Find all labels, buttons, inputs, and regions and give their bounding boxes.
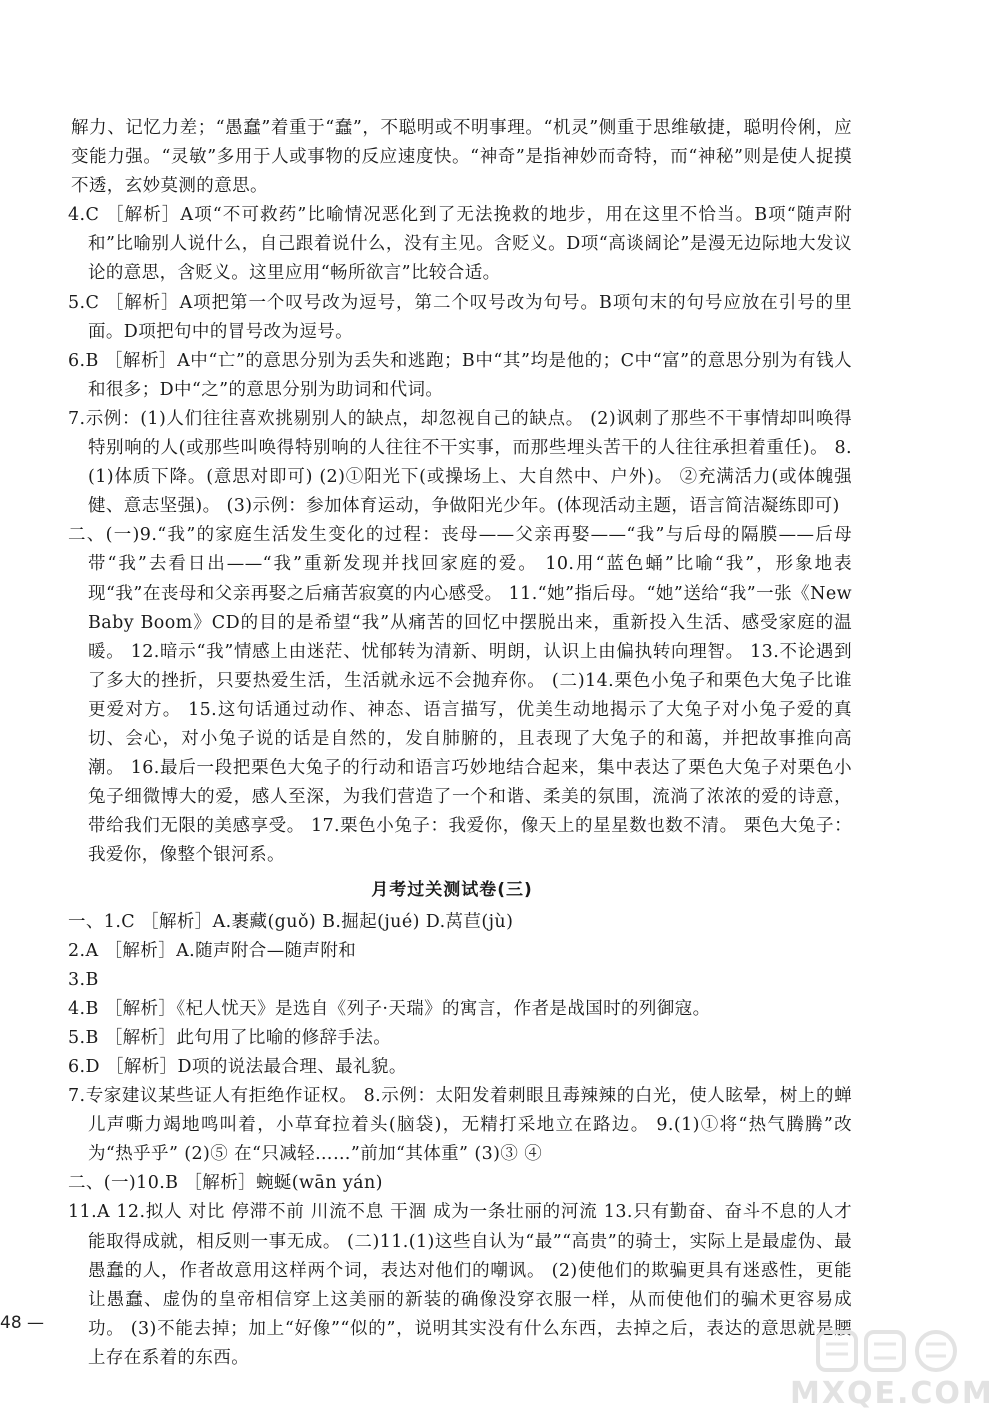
answer-paragraph: 2.A ［解析］A.随声附合—随声附和 (68, 940, 357, 961)
answer-paragraph: 7.示例：(1)人们往往喜欢挑剔别人的缺点，却忽视自己的缺点。 (2)讽刺了那些不干事情却叫唤得特别响的人(或那些叫唤得特别响的人往往不干实事，而那些埋头苦干的人往往承担着重任)。 8.(1)体质下降。(意思对即可) (2)①阳光下(或操场上、大自然中、户外)。 ②充满活力(或体魄强健、意志坚强)。 (3)示例：参加体育运动，争做阳光少年。(体现活动主题，语言简洁凝练即可) (68, 408, 852, 517)
answer-paragraph: 二、(一)9.“我”的家庭生活发生变化的过程：丧母——父亲再娶——“我”与后母的隔膜——后母带“我”去看日出——“我”重新发现并找回家庭的爱。 10.用“蓝色蛹”比喻“我”，形象地表现“我”在丧母和父亲再娶之后痛苦寂寞的内心感受。 11.“她”指后母。“她”送给“我”一张《New Baby Boom》CD的目的是希望“我”从痛苦的回忆中摆脱出来，重新投入生活、感受家庭的温暖。 12.暗示“我”情感上由迷茫、忧郁转为清新、明朗，认识上由偏执转向理智。 13.不论遇到了多大的挫折，只要热爱生活，生活就永远不会抛弃你。 (二)14.栗色小兔子和栗色大兔子比谁更爱对方。 15.这句话通过动作、神态、语言描写，优美生动地揭示了大兔子对小兔子爱的真切、会心，对小兔子说的话是自然的，发自肺腑的，且表现了大兔子的和蔼，并把故事推向高潮。 16.最后一段把栗色大兔子的行动和语言巧妙地结合起来，集中表达了栗色大兔子对栗色小兔子细微博大的爱，感人至深，为我们营造了一个和谐、柔美的氛围，流淌了浓浓的爱的诗意，带给我们无限的美感享受。 17.栗色小兔子：我爱你，像天上的星星数也数不清。 栗色大兔子：我爱你，像整个银河系。 (68, 525, 852, 866)
answer-paragraph: 11.A 12.拟人 对比 停滞不前 川流不息 干涸 成为一条壮丽的河流 13.只有勤奋、奋斗不息的人才能取得成就，相反则一事无成。 (二)11.(1)这些自认为“最”“高贵”的骑士，实际上是最虚伪、最愚蠢的人，作者故意用这样两个词，表达对他们的嘲讽。 (2)使他们的欺骗更具有迷惑性，更能让愚蠢、虚伪的皇帝相信穿上这美丽的新装的确像没穿衣服一样，从而使他们的骗术更容易成功。 (3)不能去掉；加上“好像”“似的”，说明其实没有什么东西，去掉之后，表达的意思就是腰上存在系着的东西。 (68, 1202, 852, 1368)
answer-paragraph: 4.B ［解析］《杞人忧天》是选自《列子·天瑞》的寓言，作者是战国时的列御寇。 (68, 998, 711, 1019)
answer-paragraph: 一、1.C ［解析］A.裹藏(guǒ) B.掘起(jué) D.莴苣(jù) (68, 911, 514, 932)
answers-part-2 (52, 908, 852, 1374)
watermark-text: MXQE.COM (790, 1376, 994, 1411)
answer-paragraph: 解力、记忆力差；“愚蠢”着重于“蠢”，不聪明或不明事理。“机灵”侧重于思维敏捷，聪明伶俐，应变能力强。“灵敏”多用于人或事物的反应速度快。“神奇”是指神妙而奇特，而“神秘”则是使人捉摸不透，玄妙莫测的意思。 (71, 118, 852, 197)
answers-part-1 (52, 114, 852, 870)
answer-paragraph: 二、(一)10.B ［解析］蜿蜒(wān yán) (68, 1173, 383, 1194)
answer-paragraph: 4.C ［解析］A项“不可救药”比喻情况恶化到了无法挽救的地步，用在这里不恰当。B项“随声附和”比喻别人说什么，自己跟着说什么，没有主见。含贬义。D项“高谈阔论”是漫无边际地大发议论的意思，含贬义。这里应用“畅所欲言”比较合适。 (68, 205, 852, 284)
watermark-logo-icon (816, 1328, 986, 1376)
section-title: 月考过关测试卷(三) (371, 880, 533, 901)
answer-paragraph: 7.专家建议某些证人有拒绝作证权。 8.示例：太阳发着刺眼且毒辣辣的白光，使人眩晕，树上的蝉儿声嘶力竭地鸣叫着，小草耷拉着头(脑袋)，无精打采地立在路边。 9.(1)①将“热气腾腾”改为“热乎乎” (2)⑤ 在“只减轻……”前加“其体重” (3)③ ④ (68, 1086, 852, 1165)
answer-paragraph: 3.B (68, 969, 99, 990)
watermark (780, 1328, 1000, 1413)
answer-content (52, 114, 852, 1373)
answer-paragraph: 5.C ［解析］A项把第一个叹号改为逗号，第二个叹号改为句号。B项句末的句号应放在引号的里面。D项把句中的冒号改为逗号。 (68, 292, 852, 342)
answer-paragraph: 5.B ［解析］此句用了比喻的修辞手法。 (68, 1027, 392, 1048)
page-number: 48 — (0, 1313, 45, 1333)
answer-paragraph: 6.B ［解析］A中“亡”的意思分别为丢失和逃跑；B中“其”均是他的；C中“富”的意思分别为有钱人和很多；D中“之”的意思分别为助词和代词。 (68, 350, 852, 400)
answer-paragraph: 6.D ［解析］D项的说法最合理、最礼貌。 (68, 1057, 407, 1077)
